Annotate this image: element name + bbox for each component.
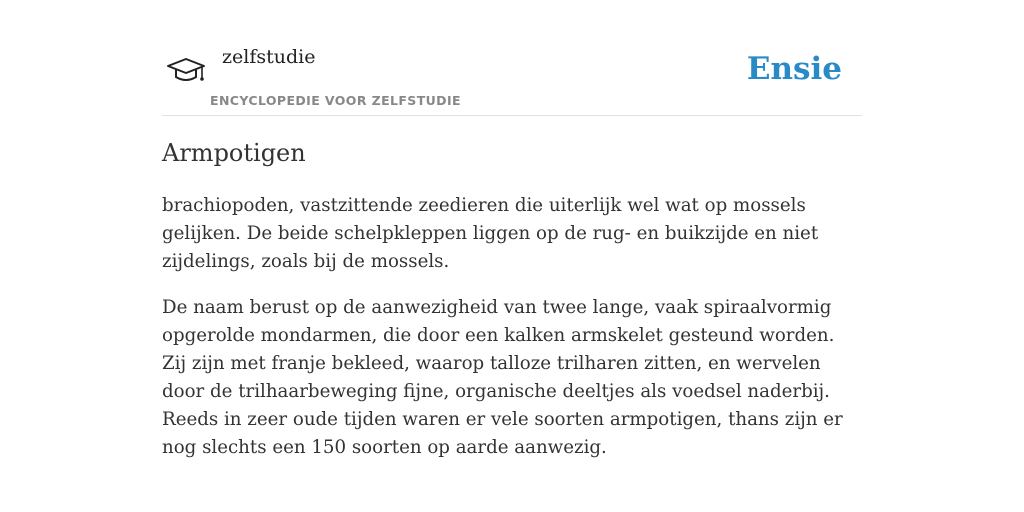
- site-name[interactable]: zelfstudie: [222, 46, 316, 68]
- article-title: Armpotigen: [162, 139, 306, 167]
- article-paragraph: De naam berust op de aanwezigheid van twee lange, vaak spiraalvormig opgerolde mondarmen, die door een kalken armskelet gesteund worden. Zij zijn met franje bekleed, waarop talloze trilharen zitten, en wervelen door de trilhaarbeweging fijne, organische deeltjes als voedsel naderbij. Reeds in zeer oude tijden waren er vele soorten armpotigen, thans zijn er nog slechts een 150 soorten op aarde aanwezig.: [162, 297, 843, 458]
- site-header: [162, 40, 862, 116]
- article-body: [162, 192, 862, 480]
- brand-logo-link[interactable]: Ensie: [746, 51, 842, 87]
- article-paragraph: brachiopoden, vastzittende zeedieren die uiterlijk wel wat op mossels gelijken. De beide schelpkleppen liggen op de rug- en buikzijde en niet zijdelings, zoals bij de mossels.: [162, 195, 819, 272]
- site-tagline: ENCYCLOPEDIE VOOR ZELFSTUDIE: [210, 93, 461, 108]
- graduation-cap-icon[interactable]: [166, 54, 208, 90]
